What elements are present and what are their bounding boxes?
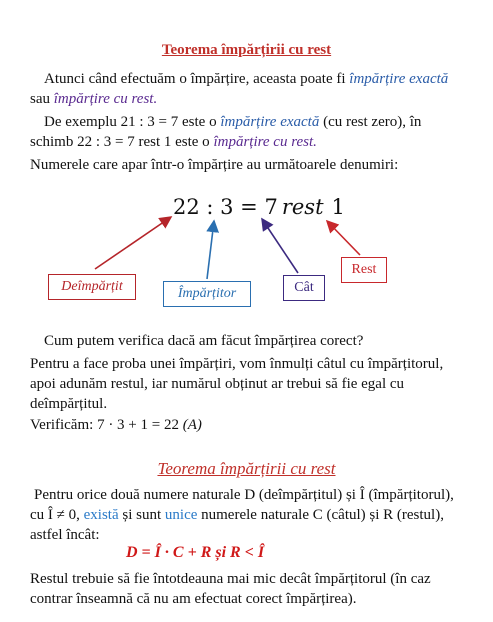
page-title: Teorema împărțirii cu rest (161, 42, 332, 58)
question: Cum putem verifica dacă am făcut împărțirea corect? (44, 333, 364, 349)
theorem-text-a: cu Î ≠ 0, (30, 507, 84, 523)
proof-line-1: Pentru a face proba unei împărțiri, vom înmulți câtul cu împărțitorul, (30, 356, 444, 372)
example-term-exact: împărțire exactă (220, 114, 320, 130)
verify-expression: 7 · 3 + 1 = 22 (97, 417, 183, 433)
proof-line-2: apoi adunăm restul, iar numărul obținut ar trebui să fie egal cu (30, 376, 405, 392)
term-exact-division: împărțire exactă (349, 71, 449, 87)
theorem-line-3: astfel încât: (30, 527, 100, 543)
label-cat: Cât (283, 275, 325, 301)
theorem-line-1: Pentru orice două numere naturale D (deîmpărțitul) și Î (împărțitorul), (34, 487, 454, 503)
equation-rest-value: 1 (331, 195, 345, 219)
proof-line-3: deîmpărțitul. (30, 396, 108, 412)
label-rest: Rest (341, 257, 387, 283)
intro-text-2: sau (30, 91, 54, 107)
example-term-rest: împărțire cu rest. (213, 134, 317, 150)
label-impartitor: Împărțitor (163, 281, 251, 307)
theorem-formula: D = Î · C + R și R < Î (126, 544, 265, 561)
arrow-impartitor (207, 221, 214, 279)
term-division-with-remainder: împărțire cu rest. (53, 91, 158, 107)
example-text-2: (cu rest zero), în (319, 114, 422, 130)
names-line: Numerele care apar într-o împărțire au următoarele denumiri: (30, 157, 399, 173)
equation-lhs: 22 : 3 = 7 (173, 195, 278, 219)
label-deimpartit: Deîmpărțit (48, 274, 136, 300)
theorem-text-c: și sunt (118, 507, 165, 523)
theorem-exists: există (83, 507, 119, 523)
equation-rest-word: rest (281, 195, 324, 219)
verify-mark: (A) (182, 417, 202, 433)
verify-line (30, 415, 202, 435)
theorem-text-e: numerele naturale C (câtul) și R (restul), (197, 507, 444, 523)
theorem-title: Teorema împărțirii cu rest (157, 459, 336, 478)
verify-label: Verificăm: (30, 417, 98, 433)
conclusion-line-1: Restul trebuie să fie întotdeauna mai mic decât împărțitorul (în caz (30, 571, 431, 587)
theorem-unique: unice (164, 507, 198, 523)
arrow-rest (327, 221, 360, 255)
example-text-3: schimb 22 : 3 = 7 rest 1 este o (30, 134, 214, 150)
theorem-line-2 (30, 505, 490, 525)
conclusion-line-2: contrar înseamnă că nu am efectuat corect împărțirea). (30, 591, 357, 607)
intro-text: Atunci când efectuăm o împărțire, aceasta poate fi (44, 71, 350, 87)
arrow-cat (262, 219, 298, 273)
arrow-deimpartit (95, 217, 171, 269)
example-text: De exemplu 21 : 3 = 7 este o (44, 114, 221, 130)
